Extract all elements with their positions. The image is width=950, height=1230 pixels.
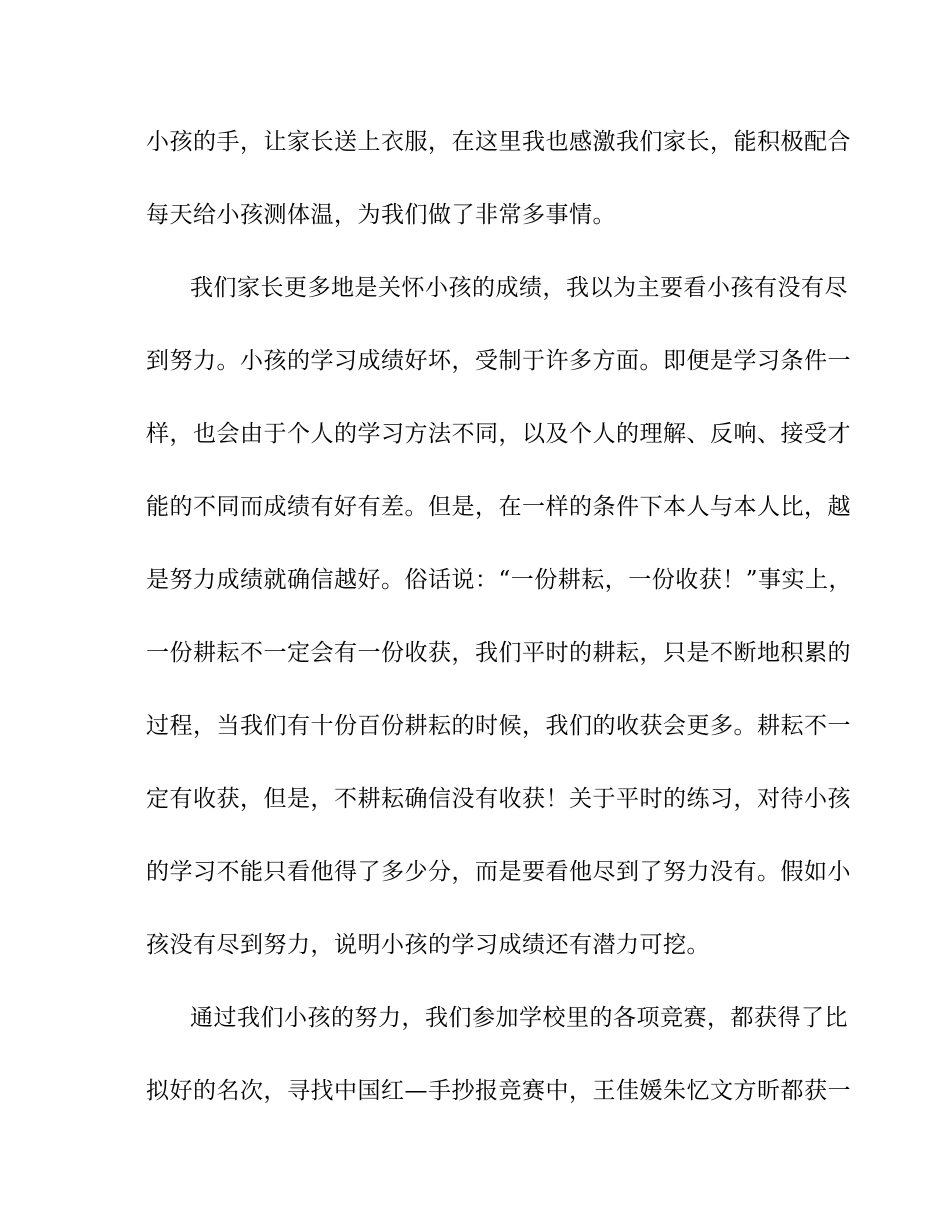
paragraph-line: 定有收获，但是，不耕耘确信没有收获！关于平时的练习，对待小孩 [146,786,851,812]
paragraph-line: 每天给小孩测体温，为我们做了非常多事情。 [146,202,616,228]
paragraph-line: 小孩的手，让家长送上衣服，在这里我也感激我们家长，能积极配合 [146,129,851,155]
paragraph-line: 是努力成绩就确信越好。俗话说：“一份耕耘，一份收获！”事实上， [146,567,853,593]
paragraph-line: 一份耕耘不一定会有一份收获，我们平时的耕耘，只是不断地积累的 [146,640,851,666]
paragraph-line: 到努力。小孩的学习成绩好坏，受制于许多方面。即便是学习条件一 [146,348,851,374]
paragraph-line: 通过我们小孩的努力，我们参加学校里的各项竞赛，都获得了比 [190,1005,848,1031]
paragraph-line: 我们家长更多地是关怀小孩的成绩，我以为主要看小孩有没有尽 [190,275,848,301]
paragraph-line: 过程，当我们有十份百份耕耘的时候，我们的收获会更多。耕耘不一 [146,713,851,739]
paragraph-line: 能的不同而成绩有好有差。但是，在一样的条件下本人与本人比，越 [146,494,851,520]
paragraph-line: 的学习不能只看他得了多少分，而是要看他尽到了努力没有。假如小 [146,859,851,885]
paragraph-line: 样，也会由于个人的学习方法不同，以及个人的理解、反响、接受才 [146,421,851,447]
paragraph-line: 拟好的名次，寻找中国红—手抄报竞赛中，王佳媛朱忆文方昕都获一 [146,1078,851,1104]
paragraph-line: 孩没有尽到努力，说明小孩的学习成绩还有潜力可挖。 [146,932,710,958]
